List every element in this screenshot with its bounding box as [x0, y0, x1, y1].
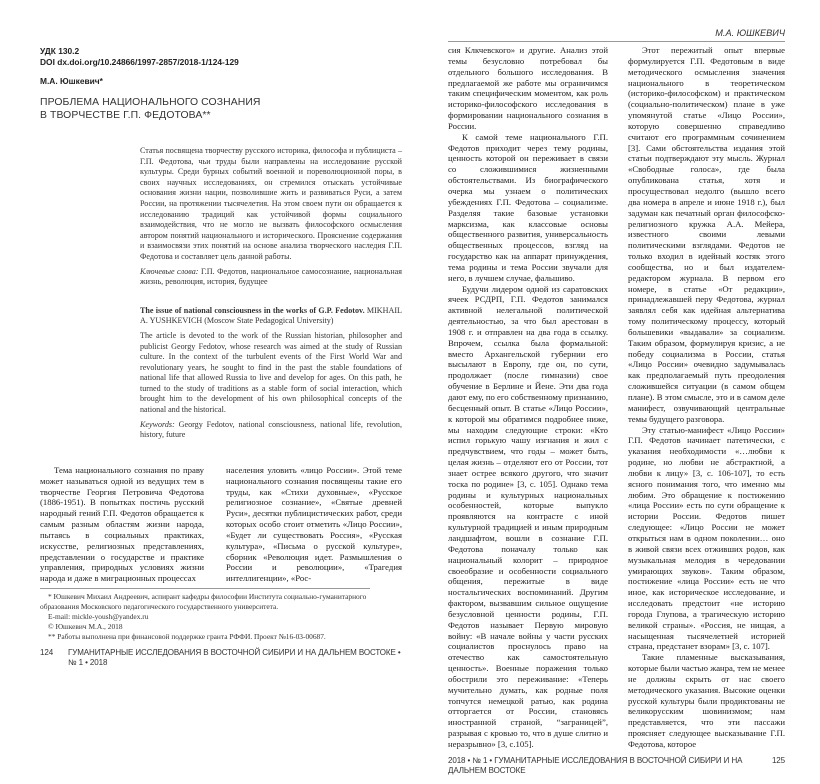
keywords-en-label: Keywords: [140, 419, 175, 429]
article-title [40, 97, 402, 122]
keywords-ru-text: Г.П. Федотов, национальное самосознание, национальная жизнь, революция, история, будущее [140, 266, 402, 287]
body-paragraph: Этот пережитый опыт впервые формулируется Г.П. Федотовым в виде методического осмысления значения национального в теоретическом (историко-философском) и практическом (социально-политическом) плане в уже упомянутой статье «Лицо России», которую совершенно справедливо считают его программным сочинением [3]. Сами обстоятельства издания этой статьи подтверждают эту мысль. Журнал «Свободные голоса», где была опубликована статья, хотя и просуществовал недолго (вышло всего два номера в апреле и июне 1918 г.), был задуман как печатный орган философско-религиозного кружка А.А. Мейера, известного своими левыми политическими взглядами. Федотов не только входил в идейный костяк этого сообщества, но и был издателем-редактором журнала. В первом его номере, в статье «От редакции», принадлежавшей перу Федотова, журнал заявлял себя как идейная альтернатива тому политическому процессу, который большевики «выдавали» за социализм. Таким образом, формулируя кризис, а не победу социализма в России, статья «Лицо России» очевидно задумывалась как предполагаемый путь преодоления сложившейся ситуации (в самом общем плане). В этом смысле, это и в самом деле манифест, озвучивающий центральные темы будущего разговора. [628, 45, 785, 424]
footnotes [40, 592, 402, 642]
doi-link[interactable]: DOI dx.doi.org/10.24866/1997-2857/2018-1/124-129 [40, 57, 239, 67]
en-heading [140, 306, 402, 327]
left-body-column-1 [40, 465, 204, 584]
right-footer-journal: 2018 • № 1 • ГУМАНИТАРНЫЕ ИССЛЕДОВАНИЯ В ВОСТОЧНОЙ СИБИРИ И НА ДАЛЬНЕМ ВОСТОКЕ [448, 755, 743, 775]
footnote-divider [40, 588, 370, 589]
right-body-columns [448, 45, 785, 750]
keywords-en-text: Georgy Fedotov, national consciousness, national life, revolution, history, future [140, 419, 403, 440]
keywords-en [140, 420, 402, 441]
body-paragraph: Эту статью-манифест «Лицо России» Г.П. Федотов начинает патетически, с указания необходимости «…любви к родине, но любви не абстрактной, а любви к лицу» [3, с. 106-107], то есть ясного понимания того, что именно мы любим. Это обращение к постижению «лица России» есть по сути обращение к истории России. Федотов пишет следующее: «Лицо России не может открыться нам в одном поколении… оно в живой связи всех отживших родов, как музыкальная мелодия в чередовании умирающих звуков». Таким образом, постижение «лица России» есть не что иное, как историческое исследование, и исследовать предстоит «не историю города Глупова, а трагическую историю великой страны». «Россия, не нищая, а насыщенная тысячелетней историей страна, предстанет взорам» [3, с. 107]. [628, 424, 785, 652]
footnote-grant: ** Работы выполнена при финансовой поддержке гранта РФФИ. Проект №16-03-00687. [48, 632, 326, 642]
body-paragraph: Тема национального сознания по праву может называться одной из ведущих тем в творчестве Георгия Петровича Федотова (1886-1951). В попытках постичь русский народный гений Г.П. Федотов обращается к самым разным областям жизни народа, пытаясь в социальных практиках, искусстве, религиозных представлениях, представлении о государстве и практике управления, природных условиях жизни народа и даже в миграционных процессах [40, 464, 204, 584]
left-page [40, 0, 402, 676]
footnote-copyright: © Юшкевич М.А., 2018 [48, 622, 123, 632]
body-paragraph: К самой теме национального Г.П. Федотов приходит через тему родины, ценность которой он переживает в связи со сложившимися жизненными обстоятельствами. Из биографического очерка мы узнаем о политических убеждениях Г.П. Федотова – социализме. Разделяя такие базовые установки марксизма, как классовые основы общественного развития, универсальность общественных процессов, взгляд на государство как на аппарат принуждения, тема родины и тема России звучали для него, в лучшем случае, фальшиво. [448, 131, 608, 283]
left-body-column-2 [226, 465, 402, 584]
body-paragraph: населения уловить «лицо России». Этой теме национального сознания посвящены такие его труды, как «Стихи духовные», «Русское религиозное сознание», «Святые древней Руси», десятки публицистических работ, среди которых особо стоит отметить «Лицо России», «Будет ли существовать Россия», «Русская культура», «Письма о русской культуре», сборник «Революция идет. Размышления о России и революции», «Трагедия интеллигенции», «Рос- [226, 464, 402, 584]
right-footer [448, 756, 785, 784]
footnote-author: * Юшкевич Михаил Андреевич, аспирант кафедры философии Института социально-гуманитарного образования Московского педагогического государственного университета. [40, 592, 367, 612]
abstract-ru: Статья посвящена творчеству русского историка, философа и публициста – Г.П. Федотова, чьи труды были направлены на исследование русской культуры. Среди бурных событий военной и пореволюционной поры, в своих научных исследованиях, он стремился отыскать устойчивые основания жизни нации, позволившие жить и развиваться Руси, а затем России, на протяжении тысячелетия. На этом своем пути он обращается к исследованию традиций как устойчивой формы социального взаимодействия, что не могло не вызвать философского осмысления автором понятий национального и исторического. Прояснение содержания и взаимосвязи этих понятий на основе анализа творческого наследия Г.П. Федотова и составляет цель данной работы. [140, 146, 402, 261]
abstract-en-block [140, 306, 402, 445]
body-paragraph: Будучи лидером одной из саратовских ячеек РСДРП, Г.П. Федотов занимался активной нелегальной политической деятельностью, за что был арестован в 1908 г. и отправлен на два года в ссылку. Впрочем, ссылка была формальной: вместо Архангельской губернии его высылают в Европу, где он, по сути, продолжает (после гимназии) свое обучение в Берлине и Йене. Эти два года дают ему, по его собственному признанию, бесценный опыт. В статье «Лицо России», к которой мы обратимся подробнее ниже, мы находим следующие строки: «Кто испил горькую чашу изгнания и жил с предчувствием, что годы – может быть, целая жизнь – отделяют его от России, тот знает острее всякого другого, что значит тоска по родине» [3, с. 105]. Однако тема родины и культурных национальных особенностей, которые выпукло проявляются на контрасте с иной культурной традицией и иным природным ландшафтом, вошли в сознание Г.П. Федотова поначалу только как национальный колорит – природное своеобразие и особенности социального общения, пережитые в виде ностальгических воспоминаний. Другим фактором, вызвавшим сильное ощущение безусловной ценности родины, Г.П. Федотов называет Первую мировую войну: «В начале войны у части русских социалистов проснулось право на отечество как самостоятельную ценность». Военные поражения только обострили это переживание: «Теперь мучительно думать, как родные поля топчутся немецкой ратью, как родина отторгается от России, становясь иностранной страной, “заграницей”, разрывая с кровью то, что в душе слитно и неразрывно» [3, с.105]. [448, 283, 608, 749]
left-page-number: 124 [40, 648, 54, 658]
body-paragraph: сия Клкчевского» и другие. Анализ этой темы безусловно потребовал бы отдельного большого исследования. В предлагаемой же работе мы ограничимся таким специфическим моментом, как роль историко-философского исследования в формировании национального сознания в России. [448, 45, 608, 131]
body-paragraph: Такие пламенные высказывания, которые были частью жанра, тем не менее не должны скрыть от нас своего методического указания. Высокие оценки русской культуры были продиктованы не великорусским шовинизмом; нам представляется, что эти пассажи проясняет следующее высказывание Г.П. Федотова, которое [628, 652, 785, 749]
keywords-ru [140, 267, 402, 288]
running-head-author: М.А. ЮШКЕВИЧ [715, 28, 785, 38]
article-title-line1: ПРОБЛЕМА НАЦИОНАЛЬНОГО СОЗНАНИЯ [40, 97, 261, 108]
right-page-number: 125 [771, 755, 785, 765]
en-title: The issue of national consciousness in the works of G.P. Fedotov. [140, 305, 365, 315]
right-page [448, 0, 785, 784]
right-body-column-2 [628, 45, 785, 750]
abstract-en: The article is devoted to the work of the Russian historian, philosopher and publicist Georgy Fedotov, whose research was aimed at the study of Russian culture. In the context of the turbulent events of the First World War and revolutionary years, he sought to find in the past the stable foundations of national life that allowed Russia to live and develop for ages. On this path, he turned to the study of traditions as a stable form of social interaction, which brought him to the development of his own philosophical concepts of the national and the historical. [140, 330, 402, 415]
en-author: MIKHAIL A. YUSHKEVICH (Moscow State Pedagogical University) [140, 305, 402, 326]
author-name: М.А. Юшкевич* [40, 76, 103, 86]
right-body-column-1 [448, 45, 608, 750]
keywords-ru-label: Ключевые слова: [140, 266, 199, 276]
left-footer [40, 648, 402, 676]
left-body-columns [40, 465, 402, 584]
footnote-email[interactable]: E-mail: mickle-yoush@yandex.ru [48, 612, 149, 622]
article-title-line2: В ТВОРЧЕСТВЕ Г.П. ФЕДОТОВА** [40, 109, 211, 121]
header-divider [448, 41, 785, 42]
left-footer-journal: ГУМАНИТАРНЫЕ ИССЛЕДОВАНИЯ В ВОСТОЧНОЙ СИБИРИ И НА ДАЛЬНЕМ ВОСТОКЕ • № 1 • 2018 [68, 648, 401, 668]
abstract-ru-block [140, 146, 402, 292]
udk-code: УДК 130.2 [40, 46, 80, 56]
